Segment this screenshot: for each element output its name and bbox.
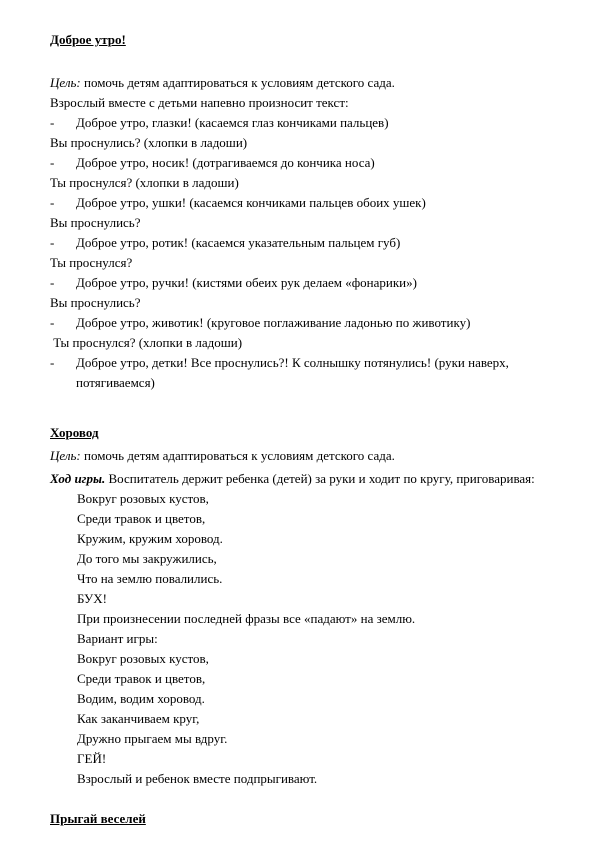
goal-text: помочь детям адаптироваться к условиям детского сада. xyxy=(80,75,395,90)
dash-line-text: Доброе утро, ручки! (кистями обеих рук делаем «фонарики») xyxy=(76,275,417,290)
poem-line: Вокруг розовых кустов, xyxy=(77,491,209,506)
dash-marker: - xyxy=(50,155,55,170)
section-title-khorovod: Хоровод xyxy=(50,425,99,440)
poem-block xyxy=(50,489,555,789)
rhyme-lines xyxy=(50,113,555,393)
dash-marker: - xyxy=(50,115,55,130)
dash-marker: - xyxy=(50,235,55,250)
goal-text-2: помочь детям адаптироваться к условиям детского сада. xyxy=(80,448,395,463)
goal-label: Цель: xyxy=(50,75,81,90)
dash-marker: - xyxy=(50,275,55,290)
poem-line: Водим, водим хоровод. xyxy=(77,691,205,706)
document-page xyxy=(50,30,555,829)
section-title-jump: Прыгай веселей xyxy=(50,811,146,826)
poem-line: Кружим, кружим хоровод. xyxy=(77,531,223,546)
dash-line-text: Доброе утро, ушки! (касаемся кончиками пальцев обоих ушек) xyxy=(76,195,426,210)
goal-paragraph-2 xyxy=(50,446,555,466)
dash-line xyxy=(50,353,555,393)
dash-marker: - xyxy=(50,355,55,370)
dash-line xyxy=(50,113,555,133)
poem-line: Как заканчиваем круг, xyxy=(77,711,200,726)
dash-line xyxy=(50,233,555,253)
dash-line xyxy=(50,193,555,213)
response-line: Вы проснулись? xyxy=(50,295,141,310)
dash-line xyxy=(50,153,555,173)
dash-line-text: Доброе утро, глазки! (касаемся глаз кончиками пальцев) xyxy=(76,115,389,130)
poem-line: Среди травок и цветов, xyxy=(77,671,206,686)
poem-line: До того мы закружились, xyxy=(77,551,217,566)
poem-line: Взрослый и ребенок вместе подпрыгивают. xyxy=(77,771,318,786)
dash-line-text: Доброе утро, ротик! (касаемся указательным пальцем губ) xyxy=(76,235,401,250)
poem-line: Вокруг розовых кустов, xyxy=(77,651,209,666)
poem-line: Дружно прыгаем мы вдруг. xyxy=(77,731,228,746)
poem-line: При произнесении последней фразы все «падают» на землю. xyxy=(77,611,416,626)
response-line: Ты проснулся? xyxy=(50,255,133,270)
goal-label-2: Цель: xyxy=(50,448,81,463)
poem-line: Среди травок и цветов, xyxy=(77,511,206,526)
response-line: Ты проснулся? (хлопки в ладоши) xyxy=(50,335,243,350)
game-label: Ход игры. xyxy=(50,471,106,486)
poem-line: БУХ! xyxy=(77,591,107,606)
dash-line xyxy=(50,313,555,333)
game-description xyxy=(50,469,555,489)
dash-marker: - xyxy=(50,195,55,210)
dash-line-text: Доброе утро, носик! (дотрагиваемся до кончика носа) xyxy=(76,155,375,170)
response-line: Ты проснулся? (хлопки в ладоши) xyxy=(50,175,239,190)
dash-line-text: Доброе утро, детки! Все проснулись?! К солнышку потянулись! (руки наверх, потягиваемся) xyxy=(76,355,509,390)
poem-line: Что на землю повалились. xyxy=(77,571,223,586)
game-text: Воспитатель держит ребенка (детей) за руки и ходит по кругу, приговаривая: xyxy=(105,471,535,486)
poem-line: ГЕЙ! xyxy=(77,751,107,766)
response-line: Вы проснулись? xyxy=(50,215,141,230)
response-line: Вы проснулись? (хлопки в ладоши) xyxy=(50,135,248,150)
section-title-good-morning: Доброе утро! xyxy=(50,32,126,47)
goal-paragraph xyxy=(50,73,555,93)
intro-text: Взрослый вместе с детьми напевно произносит текст: xyxy=(50,95,349,110)
poem-line: Вариант игры: xyxy=(77,631,158,646)
dash-line-text: Доброе утро, животик! (круговое поглаживание ладонью по животику) xyxy=(76,315,471,330)
dash-marker: - xyxy=(50,315,55,330)
dash-line xyxy=(50,273,555,293)
